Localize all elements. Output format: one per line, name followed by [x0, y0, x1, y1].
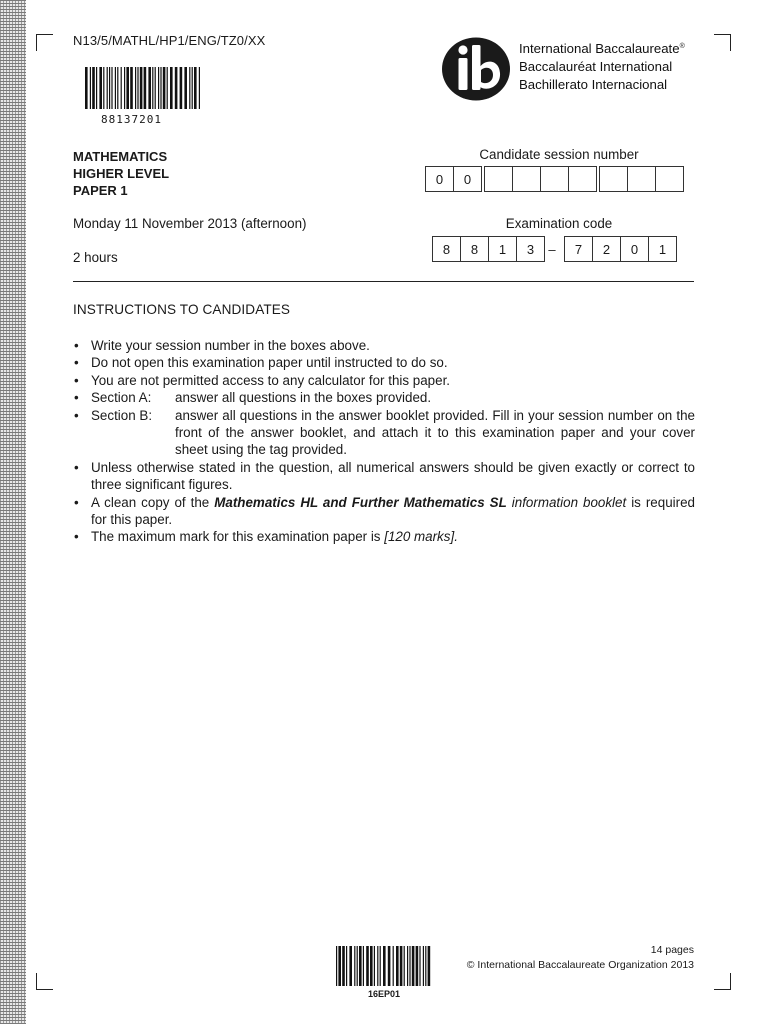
org-name-fr: Baccalauréat International [519, 59, 673, 74]
barcode-bar [130, 67, 133, 109]
bullet-icon: • [74, 355, 79, 371]
barcode-bar [140, 67, 143, 109]
barcode-bar [160, 67, 161, 109]
barcode-bar [189, 67, 190, 109]
barcode-bar [115, 67, 116, 109]
barcode-number: 88137201 [101, 113, 162, 126]
barcode-bar [103, 67, 104, 109]
barcode-bar [359, 946, 362, 986]
max-marks: [120 marks] [384, 529, 455, 545]
corner-mark-bottom-right [714, 973, 731, 990]
bullet-icon: • [74, 529, 79, 545]
barcode-bar [163, 67, 166, 109]
barcode-bar [99, 67, 102, 109]
org-name-en: International Baccalaureate® [519, 41, 685, 56]
instruction-item: • You are not permitted access to any calculator for this paper. [74, 372, 451, 388]
barcode-bar [144, 67, 147, 109]
barcode-bar [192, 67, 193, 109]
exam-code-digit: 8 [460, 236, 489, 262]
org-name-es: Bachillerato Internacional [519, 77, 668, 92]
subject-line: HIGHER LEVEL [73, 166, 170, 181]
barcode-bar [388, 946, 391, 986]
barcode-bar [124, 67, 125, 109]
barcode-bar [407, 946, 408, 986]
section-a-text: answer all questions in the boxes provided. [175, 390, 432, 406]
barcode-bar [107, 67, 108, 109]
instruction-item: • Do not open this examination paper until instructed to do so. [74, 355, 448, 371]
registered-mark: ® [679, 43, 685, 50]
barcode-bar [155, 67, 156, 109]
barcode-bar [428, 946, 431, 986]
subject-title [73, 148, 169, 199]
barcode-bar [380, 946, 381, 986]
instruction-item-section-a [73, 389, 695, 406]
barcode-bar [85, 67, 88, 109]
barcode-bar [167, 67, 168, 109]
barcode-bar [338, 946, 341, 986]
barcode-bar [92, 67, 95, 109]
bullet-icon: • [74, 390, 79, 406]
barcode-bar [121, 67, 122, 109]
exam-code-digit: 7 [564, 236, 593, 262]
session-digit-box[interactable] [655, 166, 684, 192]
session-number-boxes[interactable] [425, 166, 683, 192]
exam-code-label: Examination code [505, 216, 613, 231]
barcode-bar [396, 946, 399, 986]
horizontal-divider [73, 281, 694, 282]
barcode-bar [363, 946, 364, 986]
barcode-bar [126, 67, 129, 109]
section-b-text: answer all questions in the answer booklet provided. Fill in your session number on the front of the answer booklet, and attach it to this examination paper and your cover sheet using the tag provided. [175, 407, 695, 458]
page-count: 14 pages [650, 944, 694, 956]
session-digit-box[interactable] [599, 166, 628, 192]
barcode-bar [370, 946, 373, 986]
barcode-bar [412, 946, 415, 986]
ib-logo-icon [441, 37, 511, 101]
barcode-bar [135, 67, 136, 109]
barcode-bar [184, 67, 187, 109]
subject-line: PAPER 1 [73, 183, 128, 198]
barcode-bar [374, 946, 375, 986]
barcode-bar [393, 946, 394, 986]
exam-code-digit: 2 [592, 236, 621, 262]
barcode-bar [357, 946, 358, 986]
barcode-top [85, 67, 203, 109]
exam-code-boxes [432, 236, 676, 262]
barcode-bar [354, 946, 355, 986]
bullet-icon: • [74, 338, 79, 353]
corner-mark-top-right [714, 34, 731, 51]
session-digit-box[interactable] [568, 166, 597, 192]
instruction-item-booklet: • A clean copy of the Mathematics HL and Further Mathematics SL information booklet is required for this paper. [74, 494, 695, 528]
barcode-bar [152, 67, 153, 109]
instructions-title: INSTRUCTIONS TO CANDIDATES [73, 302, 291, 317]
barcode-bar [383, 946, 386, 986]
corner-mark-bottom-left [36, 973, 53, 990]
reference-code: N13/5/MATHL/HP1/ENG/TZ0/XX [73, 33, 266, 48]
barcode-bar [158, 67, 159, 109]
bullet-icon: • [74, 459, 79, 475]
barcode-bar [96, 67, 97, 109]
exam-code-separator: – [548, 241, 556, 257]
exam-date: Monday 11 November 2013 (afternoon) [73, 216, 307, 231]
barcode-bar [342, 946, 345, 986]
barcode-bar [377, 946, 378, 986]
session-digit-box[interactable]: 0 [425, 166, 454, 192]
instructions-list [73, 337, 695, 546]
barcode-bar [175, 67, 178, 109]
session-digit-box[interactable] [627, 166, 656, 192]
session-number-label: Candidate session number [479, 147, 639, 162]
barcode-bar [109, 67, 110, 109]
session-digit-box[interactable]: 0 [453, 166, 482, 192]
session-digit-box[interactable] [540, 166, 569, 192]
barcode-bar [346, 946, 347, 986]
instruction-item-max-mark: • The maximum mark for this examination paper is [120 marks]. [74, 529, 458, 545]
barcode-bar [409, 946, 410, 986]
barcode-bar [416, 946, 419, 986]
barcode-bar [194, 67, 197, 109]
instruction-item-section-b [73, 407, 695, 459]
organization-names [519, 40, 685, 94]
exam-code-digit: 1 [648, 236, 677, 262]
barcode-bar [117, 67, 118, 109]
subject-line: MATHEMATICS [73, 149, 168, 164]
bullet-icon: • [74, 407, 79, 423]
barcode-bar [199, 67, 200, 109]
copyright: © International Baccalaureate Organization 2013 [466, 959, 694, 971]
exam-code-digit: 3 [516, 236, 545, 262]
barcode-bar [400, 946, 403, 986]
barcode-bar [111, 67, 112, 109]
barcode-bar [336, 946, 337, 986]
barcode-bar [419, 946, 420, 986]
bullet-icon: • [74, 372, 79, 388]
barcode-bar [349, 946, 352, 986]
exam-duration: 2 hours [73, 250, 118, 265]
instruction-item: • Unless otherwise stated in the question, all numerical answers should be given exactly or correct to three significant figures. [74, 459, 695, 493]
barcode-bar [366, 946, 369, 986]
barcode-bottom-label: 16EP01 [367, 989, 401, 999]
barcode-bar [137, 67, 138, 109]
barcode-bar [404, 946, 405, 986]
session-digit-box[interactable] [484, 166, 513, 192]
corner-mark-top-left [36, 34, 53, 51]
instruction-item: • Write your session number in the boxes above. [74, 338, 370, 353]
section-a-label: Section A: [91, 390, 152, 406]
barcode-bar [180, 67, 183, 109]
barcode-bar [423, 946, 424, 986]
exam-code-digit: 0 [620, 236, 649, 262]
bullet-icon: • [74, 494, 79, 510]
session-digit-box[interactable] [512, 166, 541, 192]
perforated-edge [0, 0, 26, 1024]
booklet-title: Mathematics HL and Further Mathematics SL [214, 494, 507, 510]
exam-code-digit: 1 [488, 236, 517, 262]
barcode-bar [425, 946, 426, 986]
exam-code-digit: 8 [432, 236, 461, 262]
barcode-bar [148, 67, 151, 109]
barcode-bar [170, 67, 173, 109]
section-b-label: Section B: [91, 407, 153, 423]
barcode-bottom [336, 946, 432, 986]
barcode-bar [90, 67, 91, 109]
